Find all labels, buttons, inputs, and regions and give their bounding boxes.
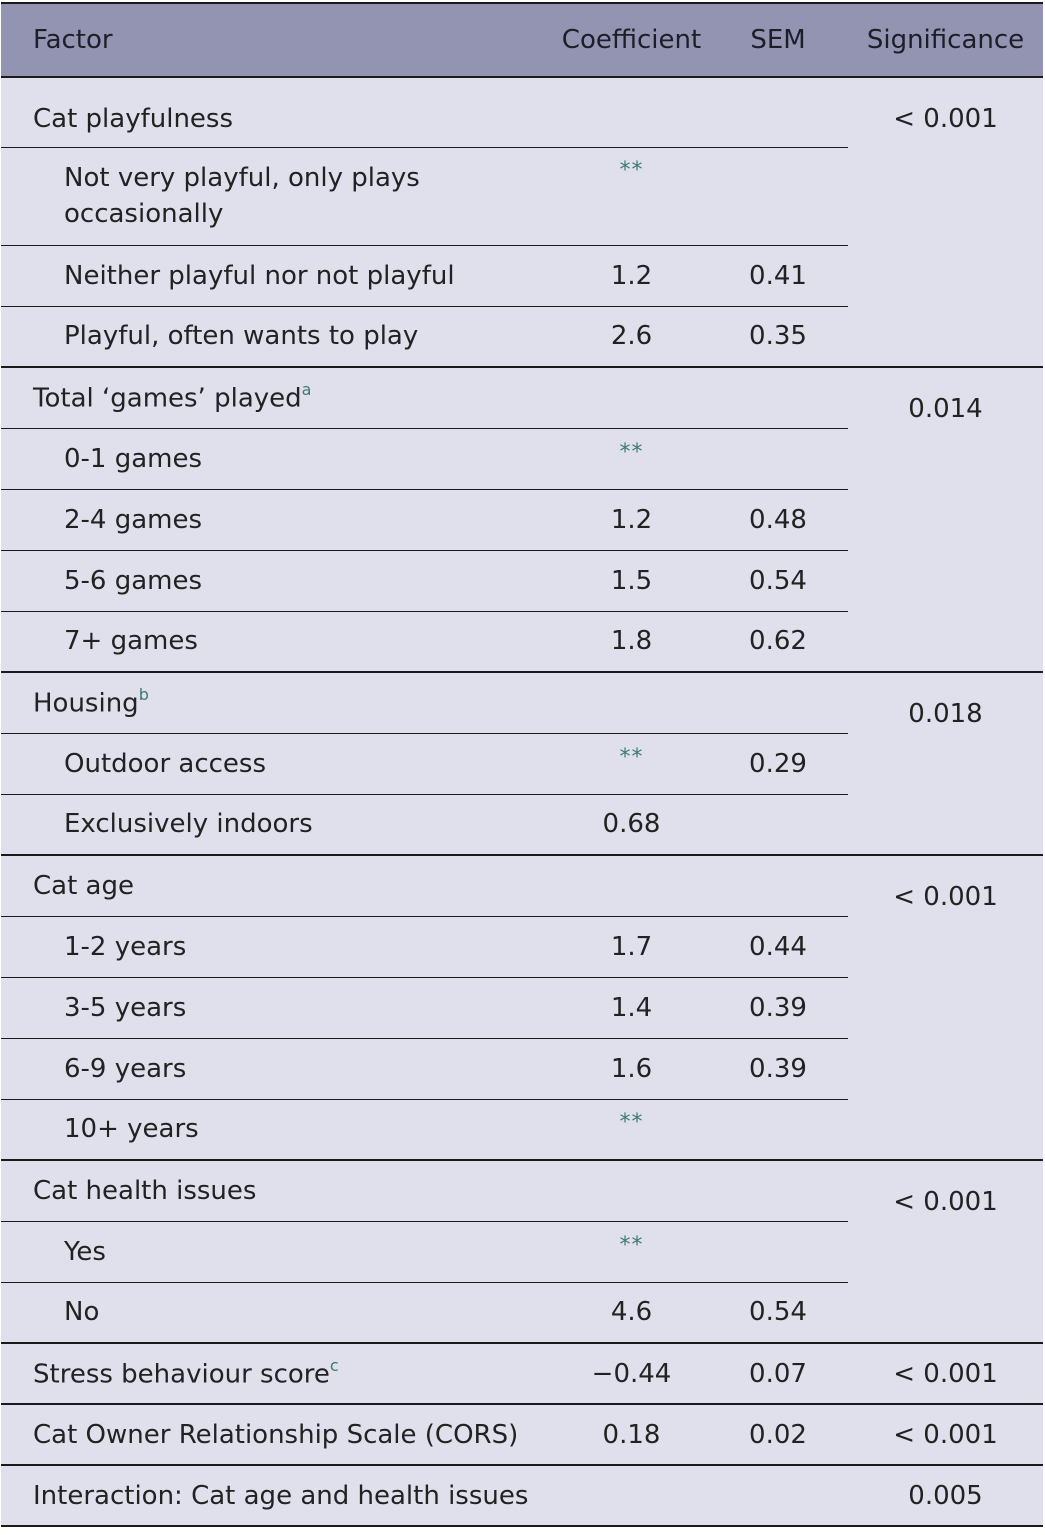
level-label: Playful, often wants to play <box>64 321 419 352</box>
coefficient-cell <box>555 489 708 550</box>
sem-value: 0.39 <box>749 992 807 1023</box>
sem-cell <box>708 916 848 977</box>
coefficient-cell <box>555 855 708 916</box>
sem-cell <box>708 977 848 1038</box>
sem-cell <box>708 1160 848 1221</box>
sem-cell <box>708 489 848 550</box>
coefficient-value: −0.44 <box>591 1358 672 1389</box>
coefficient-value: 1.7 <box>610 931 653 962</box>
sem-value: 0.44 <box>749 931 807 962</box>
coefficient-cell <box>555 794 708 855</box>
sem-value: 0.48 <box>749 504 807 535</box>
coefficient-cell <box>555 550 708 611</box>
coefficient-cell <box>555 1465 708 1526</box>
coefficient-cell <box>555 147 708 245</box>
level-label: 10+ years <box>64 1114 199 1145</box>
level-label: Not very playful, only plays occasionally <box>64 162 420 229</box>
factor-label-cell <box>1 1343 555 1404</box>
coefficient-cell <box>555 1160 708 1221</box>
coefficient-cell <box>555 1404 708 1465</box>
coefficient-value: 4.6 <box>610 1297 653 1328</box>
significance-value: < 0.001 <box>893 1358 998 1389</box>
coefficient-cell <box>555 306 708 367</box>
level-label-cell <box>1 489 555 550</box>
reference-level-marker: ** <box>619 439 644 465</box>
sem-value: 0.35 <box>749 321 807 352</box>
factor-label-cell <box>1 1160 555 1221</box>
reference-level-marker: ** <box>619 744 644 770</box>
factor-group-row <box>1 77 1043 147</box>
sem-cell <box>708 1465 848 1526</box>
header-coefficient: Coefficient <box>555 3 708 77</box>
factor-label-cell <box>1 77 555 147</box>
level-label: 7+ games <box>64 626 198 657</box>
header-sem: SEM <box>708 3 848 77</box>
level-label: 0-1 games <box>64 443 203 474</box>
level-label-cell <box>1 1221 555 1282</box>
significance-value: < 0.001 <box>893 104 998 134</box>
sem-cell <box>708 794 848 855</box>
single-factor-row <box>1 1404 1043 1465</box>
sem-cell <box>708 1343 848 1404</box>
level-label: 3-5 years <box>64 992 187 1023</box>
table-body <box>1 77 1043 1526</box>
sem-value: 0.07 <box>749 1358 807 1389</box>
significance-value: 0.014 <box>908 394 983 424</box>
sem-cell <box>708 428 848 489</box>
significance-cell <box>848 1465 1043 1526</box>
factor-group-row <box>1 672 1043 733</box>
coefficient-cell <box>555 977 708 1038</box>
coefficient-cell <box>555 611 708 672</box>
header-factor: Factor <box>1 3 555 77</box>
significance-value: 0.018 <box>908 699 983 729</box>
level-label: Yes <box>64 1236 106 1267</box>
sem-cell <box>708 77 848 147</box>
level-label-cell <box>1 1038 555 1099</box>
significance-cell <box>848 1343 1043 1404</box>
coefficient-cell <box>555 1343 708 1404</box>
factor-label: Cat age <box>33 870 134 901</box>
single-factor-row <box>1 1465 1043 1526</box>
level-label-cell <box>1 428 555 489</box>
sem-cell <box>708 1282 848 1343</box>
coefficient-value: 1.6 <box>610 1053 653 1084</box>
sem-cell <box>708 611 848 672</box>
significance-value: < 0.001 <box>893 882 998 912</box>
level-label: Exclusively indoors <box>64 809 313 840</box>
factor-group-row <box>1 1160 1043 1221</box>
factor-label: Housing <box>33 688 139 719</box>
factor-group-row <box>1 367 1043 428</box>
significance-cell <box>848 1404 1043 1465</box>
sem-value: 0.41 <box>749 260 807 291</box>
header-significance: Significance <box>848 3 1043 77</box>
level-label-cell <box>1 550 555 611</box>
sem-cell <box>708 672 848 733</box>
level-label: Outdoor access <box>64 748 267 779</box>
significance-value: < 0.001 <box>893 1187 998 1217</box>
level-label: 1-2 years <box>64 931 187 962</box>
coefficient-cell <box>555 367 708 428</box>
coefficient-cell <box>555 733 708 794</box>
level-label-cell <box>1 916 555 977</box>
sem-value: 0.54 <box>749 1297 807 1328</box>
coefficient-cell <box>555 428 708 489</box>
factor-label: Stress behaviour score <box>33 1359 330 1390</box>
coefficient-cell <box>555 77 708 147</box>
footnote-marker: a <box>301 379 312 399</box>
single-factor-row <box>1 1343 1043 1404</box>
sem-cell <box>708 855 848 916</box>
level-label-cell <box>1 1099 555 1160</box>
coefficient-cell <box>555 1038 708 1099</box>
sem-cell <box>708 367 848 428</box>
factor-label-cell <box>1 1404 555 1465</box>
coefficient-cell <box>555 916 708 977</box>
level-label: 5-6 games <box>64 565 203 596</box>
coefficient-value: 1.2 <box>610 504 653 535</box>
coefficient-value: 0.18 <box>602 1419 661 1450</box>
factor-label-cell <box>1 1465 555 1526</box>
sem-cell <box>708 550 848 611</box>
coefficient-cell <box>555 1282 708 1343</box>
level-label-cell <box>1 147 555 245</box>
reference-level-marker: ** <box>619 1232 644 1258</box>
coefficient-value: 1.4 <box>610 992 653 1023</box>
sem-value: 0.29 <box>749 748 807 779</box>
coefficient-cell <box>555 1099 708 1160</box>
coefficient-cell <box>555 672 708 733</box>
factor-label-cell <box>1 367 555 428</box>
significance-cell <box>848 77 1043 367</box>
sem-cell <box>708 733 848 794</box>
level-label-cell <box>1 733 555 794</box>
level-label: No <box>64 1297 100 1328</box>
sem-cell <box>708 306 848 367</box>
significance-value: 0.005 <box>908 1480 983 1511</box>
level-label-cell <box>1 306 555 367</box>
level-label-cell <box>1 245 555 306</box>
reference-level-marker: ** <box>619 157 644 183</box>
factor-label: Cat Owner Relationship Scale (CORS) <box>33 1419 519 1450</box>
sem-cell <box>708 1099 848 1160</box>
level-label-cell <box>1 1282 555 1343</box>
sem-cell <box>708 245 848 306</box>
regression-table <box>1 2 1043 1527</box>
sem-cell <box>708 1404 848 1465</box>
level-label: 6-9 years <box>64 1053 187 1084</box>
coefficient-value: 2.6 <box>610 321 653 352</box>
level-label: 2-4 games <box>64 504 203 535</box>
sem-cell <box>708 147 848 245</box>
sem-value: 0.62 <box>749 626 807 657</box>
coefficient-value: 0.68 <box>602 809 661 840</box>
factor-group-row <box>1 855 1043 916</box>
sem-value: 0.54 <box>749 565 807 596</box>
footnote-marker: b <box>138 684 149 704</box>
coefficient-value: 1.8 <box>610 626 653 657</box>
level-label-cell <box>1 977 555 1038</box>
level-label-cell <box>1 794 555 855</box>
level-label: Neither playful nor not playful <box>64 260 455 291</box>
reference-level-marker: ** <box>619 1110 644 1136</box>
factor-label: Total ‘games’ played <box>33 383 302 414</box>
table-header <box>1 3 1043 77</box>
significance-cell <box>848 1160 1043 1343</box>
coefficient-value: 1.2 <box>610 260 653 291</box>
significance-value: < 0.001 <box>893 1419 998 1450</box>
factor-label: Interaction: Cat age and health issues <box>33 1480 529 1511</box>
factor-label-cell <box>1 672 555 733</box>
factor-label-cell <box>1 855 555 916</box>
coefficient-cell <box>555 1221 708 1282</box>
factor-label: Cat health issues <box>33 1175 257 1206</box>
significance-cell <box>848 855 1043 1160</box>
significance-cell <box>848 672 1043 855</box>
significance-cell <box>848 367 1043 672</box>
level-label-cell <box>1 611 555 672</box>
sem-value: 0.39 <box>749 1053 807 1084</box>
header-row <box>1 3 1043 77</box>
factor-label: Cat playfulness <box>33 104 234 135</box>
sem-value: 0.02 <box>749 1419 807 1450</box>
coefficient-cell <box>555 245 708 306</box>
sem-cell <box>708 1221 848 1282</box>
sem-cell <box>708 1038 848 1099</box>
coefficient-value: 1.5 <box>610 565 653 596</box>
footnote-marker: c <box>329 1355 339 1375</box>
